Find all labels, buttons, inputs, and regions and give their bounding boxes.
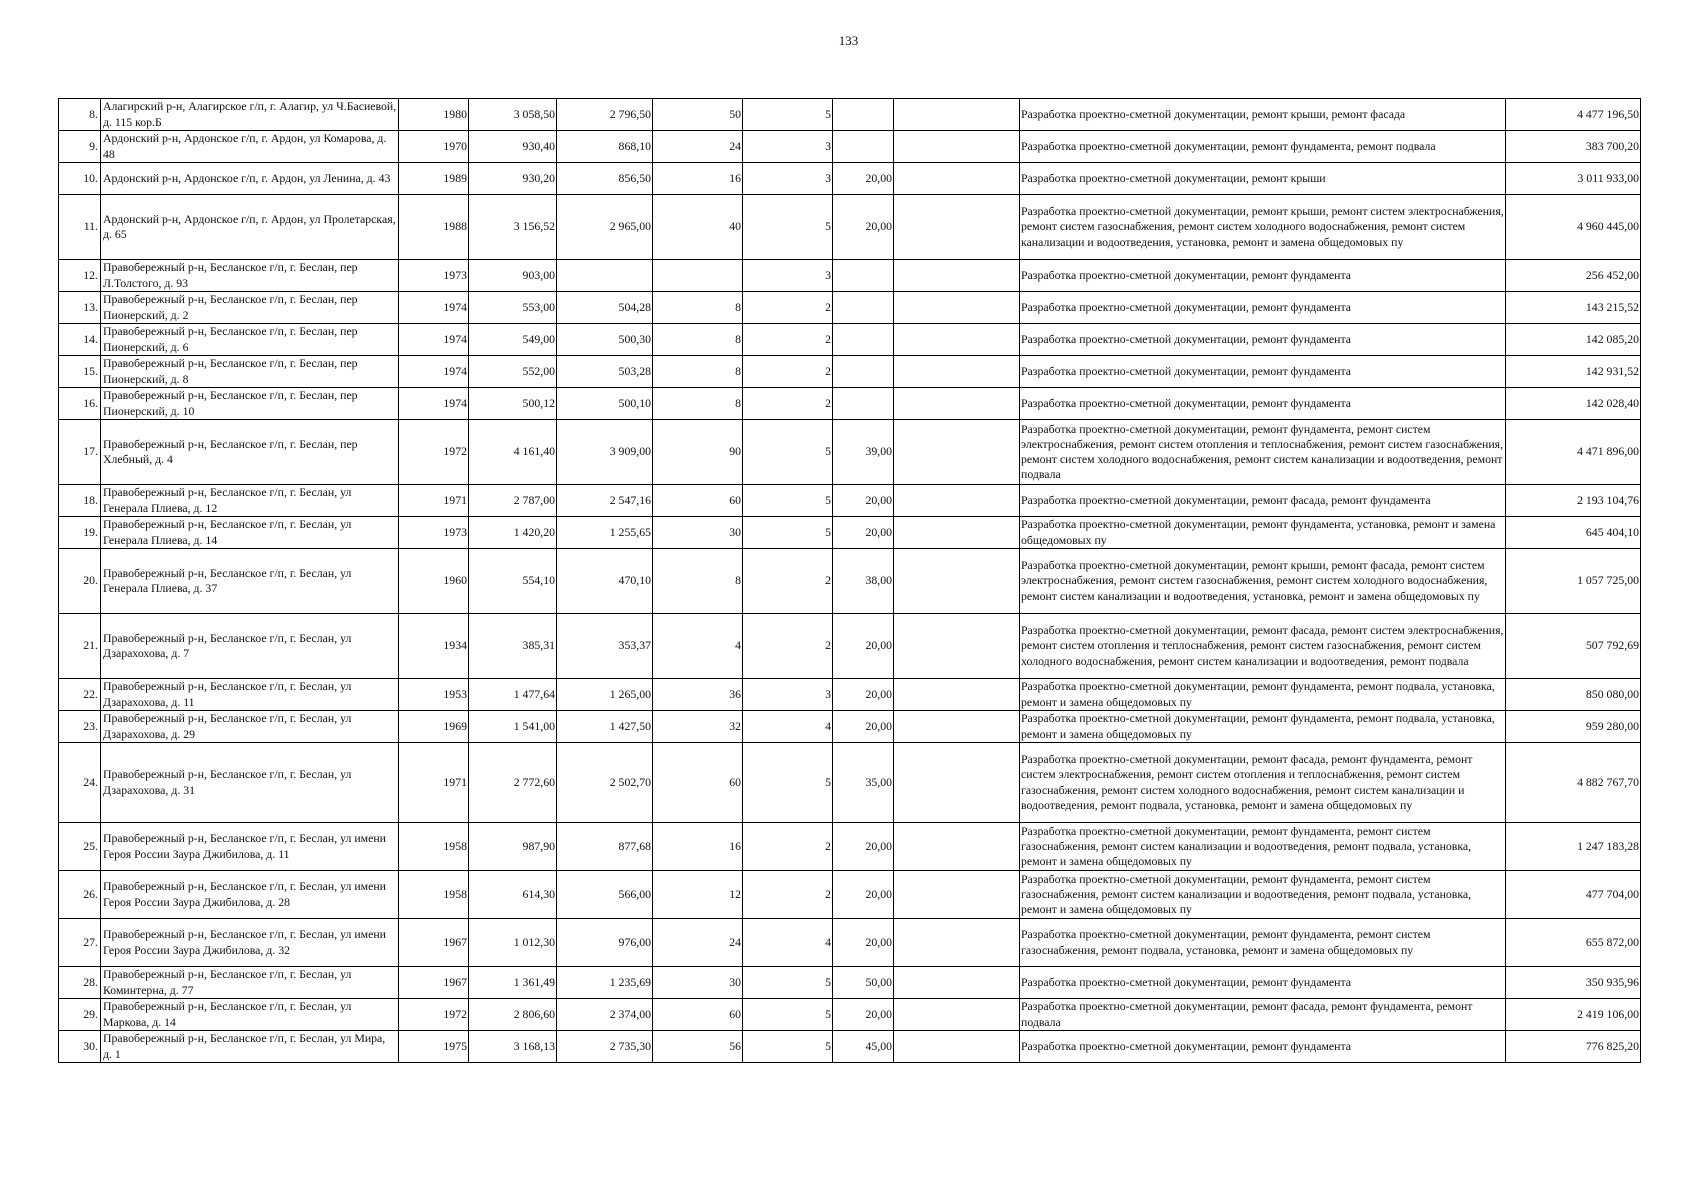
residents-cell: 60 <box>653 485 743 517</box>
year-cell: 1974 <box>399 356 469 388</box>
living-area-cell: 2 502,70 <box>557 743 653 823</box>
residents-cell: 36 <box>653 679 743 711</box>
address-cell: Правобережный р-н, Бесланское г/п, г. Беслан, ул Генерала Плиева, д. 37 <box>101 549 399 614</box>
wear-cell <box>833 356 894 388</box>
living-area-cell: 2 547,16 <box>557 485 653 517</box>
works-cell: Разработка проектно-сметной документации, ремонт крыши, ремонт систем электроснабжения, ремонт систем газоснабжения, ремонт систем холодного водоснабжения, ремонт систем канализации и водоотведения, установка, ремонт и замена общедомовых пу <box>1020 195 1506 260</box>
address-cell: Правобережный р-н, Бесланское г/п, г. Беслан, ул Генерала Плиева, д. 14 <box>101 517 399 549</box>
total-area-cell: 3 058,50 <box>469 99 557 131</box>
empty-cell <box>894 614 1020 679</box>
cost-cell: 350 935,96 <box>1506 967 1641 999</box>
residents-cell: 24 <box>653 131 743 163</box>
table-row <box>59 324 1641 356</box>
cost-cell: 507 792,69 <box>1506 614 1641 679</box>
row-number: 12. <box>59 260 101 292</box>
cost-cell: 1 057 725,00 <box>1506 549 1641 614</box>
total-area-cell: 554,10 <box>469 549 557 614</box>
address-cell: Правобережный р-н, Бесланское г/п, г. Беслан, ул имени Героя России Заура Джибилова, д. 28 <box>101 871 399 919</box>
living-area-cell: 503,28 <box>557 356 653 388</box>
empty-cell <box>894 131 1020 163</box>
floors-cell: 5 <box>743 1031 833 1063</box>
living-area-cell: 1 255,65 <box>557 517 653 549</box>
empty-cell <box>894 420 1020 485</box>
cost-cell: 850 080,00 <box>1506 679 1641 711</box>
empty-cell <box>894 823 1020 871</box>
empty-cell <box>894 679 1020 711</box>
row-number: 16. <box>59 388 101 420</box>
table-row <box>59 420 1641 485</box>
address-cell: Правобережный р-н, Бесланское г/п, г. Беслан, ул Дзарахохова, д. 7 <box>101 614 399 679</box>
year-cell: 1972 <box>399 420 469 485</box>
empty-cell <box>894 711 1020 743</box>
wear-cell <box>833 388 894 420</box>
table-row <box>59 614 1641 679</box>
living-area-cell: 353,37 <box>557 614 653 679</box>
living-area-cell: 500,30 <box>557 324 653 356</box>
cost-cell: 3 011 933,00 <box>1506 163 1641 195</box>
wear-cell: 20,00 <box>833 163 894 195</box>
residents-cell: 12 <box>653 871 743 919</box>
wear-cell: 20,00 <box>833 871 894 919</box>
row-number: 10. <box>59 163 101 195</box>
floors-cell: 5 <box>743 743 833 823</box>
cost-cell: 142 028,40 <box>1506 388 1641 420</box>
works-cell: Разработка проектно-сметной документации, ремонт фасада, ремонт фундамента, ремонт систем электроснабжения, ремонт систем отопления и теплоснабжения, ремонт систем газоснабжения, ремонт систем холодного водоснабжения, ремонт систем канализации и водоотведения, ремонт подвала, установка, ремонт и замена общедомовых пу <box>1020 743 1506 823</box>
year-cell: 1974 <box>399 324 469 356</box>
table-row <box>59 260 1641 292</box>
table-row <box>59 919 1641 967</box>
cost-cell: 2 419 106,00 <box>1506 999 1641 1031</box>
wear-cell <box>833 260 894 292</box>
living-area-cell: 856,50 <box>557 163 653 195</box>
total-area-cell: 930,40 <box>469 131 557 163</box>
address-cell: Правобережный р-н, Бесланское г/п, г. Беслан, ул Дзарахохова, д. 11 <box>101 679 399 711</box>
row-number: 30. <box>59 1031 101 1063</box>
living-area-cell: 1 427,50 <box>557 711 653 743</box>
works-cell: Разработка проектно-сметной документации, ремонт фасада, ремонт фундамента, ремонт подвала <box>1020 999 1506 1031</box>
table-row <box>59 485 1641 517</box>
residents-cell: 16 <box>653 823 743 871</box>
living-area-cell: 1 235,69 <box>557 967 653 999</box>
works-cell: Разработка проектно-сметной документации, ремонт фундамента, ремонт систем газоснабжения, ремонт систем канализации и водоотведения, ремонт подвала, установка, ремонт и замена общедомовых пу <box>1020 871 1506 919</box>
cost-cell: 2 193 104,76 <box>1506 485 1641 517</box>
floors-cell: 2 <box>743 823 833 871</box>
year-cell: 1973 <box>399 517 469 549</box>
empty-cell <box>894 163 1020 195</box>
row-number: 28. <box>59 967 101 999</box>
residents-cell: 24 <box>653 919 743 967</box>
wear-cell: 20,00 <box>833 517 894 549</box>
wear-cell: 20,00 <box>833 485 894 517</box>
table-row <box>59 388 1641 420</box>
living-area-cell: 868,10 <box>557 131 653 163</box>
works-cell: Разработка проектно-сметной документации, ремонт фундамента <box>1020 1031 1506 1063</box>
table-row <box>59 999 1641 1031</box>
living-area-cell: 2 965,00 <box>557 195 653 260</box>
address-cell: Правобережный р-н, Бесланское г/п, г. Беслан, пер Хлебный, д. 4 <box>101 420 399 485</box>
total-area-cell: 4 161,40 <box>469 420 557 485</box>
wear-cell: 50,00 <box>833 967 894 999</box>
works-cell: Разработка проектно-сметной документации, ремонт фундамента <box>1020 967 1506 999</box>
residents-cell: 56 <box>653 1031 743 1063</box>
row-number: 26. <box>59 871 101 919</box>
empty-cell <box>894 743 1020 823</box>
floors-cell: 3 <box>743 163 833 195</box>
residents-cell: 8 <box>653 356 743 388</box>
row-number: 19. <box>59 517 101 549</box>
address-cell: Правобережный р-н, Бесланское г/п, г. Беслан, пер Пионерский, д. 8 <box>101 356 399 388</box>
floors-cell: 2 <box>743 614 833 679</box>
works-cell: Разработка проектно-сметной документации, ремонт фасада, ремонт систем электроснабжения, ремонт систем отопления и теплоснабжения, ремонт систем газоснабжения, ремонт систем холодного водоснабжения, ремонт систем канализации и водоотведения, ремонт подвала <box>1020 614 1506 679</box>
address-cell: Правобережный р-н, Бесланское г/п, г. Беслан, ул Генерала Плиева, д. 12 <box>101 485 399 517</box>
cost-cell: 142 085,20 <box>1506 324 1641 356</box>
table-row <box>59 871 1641 919</box>
cost-cell: 477 704,00 <box>1506 871 1641 919</box>
living-area-cell: 500,10 <box>557 388 653 420</box>
works-cell: Разработка проектно-сметной документации, ремонт фундамента, ремонт подвала, установка, ремонт и замена общедомовых пу <box>1020 679 1506 711</box>
address-cell: Правобережный р-н, Бесланское г/п, г. Беслан, ул Дзарахохова, д. 29 <box>101 711 399 743</box>
total-area-cell: 549,00 <box>469 324 557 356</box>
year-cell: 1989 <box>399 163 469 195</box>
table-row <box>59 517 1641 549</box>
empty-cell <box>894 999 1020 1031</box>
wear-cell: 20,00 <box>833 999 894 1031</box>
cost-cell: 383 700,20 <box>1506 131 1641 163</box>
wear-cell <box>833 99 894 131</box>
floors-cell: 2 <box>743 871 833 919</box>
row-number: 17. <box>59 420 101 485</box>
table-row <box>59 195 1641 260</box>
year-cell: 1969 <box>399 711 469 743</box>
residents-cell: 16 <box>653 163 743 195</box>
row-number: 23. <box>59 711 101 743</box>
wear-cell: 20,00 <box>833 919 894 967</box>
year-cell: 1970 <box>399 131 469 163</box>
floors-cell: 5 <box>743 967 833 999</box>
works-cell: Разработка проектно-сметной документации, ремонт фундамента, ремонт подвала <box>1020 131 1506 163</box>
cost-cell: 4 882 767,70 <box>1506 743 1641 823</box>
address-cell: Правобережный р-н, Бесланское г/п, г. Беслан, пер Л.Толстого, д. 93 <box>101 260 399 292</box>
total-area-cell: 903,00 <box>469 260 557 292</box>
living-area-cell: 2 374,00 <box>557 999 653 1031</box>
cost-cell: 4 477 196,50 <box>1506 99 1641 131</box>
residents-cell: 50 <box>653 99 743 131</box>
table-body <box>59 99 1641 1063</box>
row-number: 25. <box>59 823 101 871</box>
row-number: 8. <box>59 99 101 131</box>
living-area-cell: 504,28 <box>557 292 653 324</box>
year-cell: 1953 <box>399 679 469 711</box>
total-area-cell: 500,12 <box>469 388 557 420</box>
row-number: 21. <box>59 614 101 679</box>
address-cell: Правобережный р-н, Бесланское г/п, г. Беслан, ул Мира, д. 1 <box>101 1031 399 1063</box>
floors-cell: 5 <box>743 99 833 131</box>
address-cell: Правобережный р-н, Бесланское г/п, г. Беслан, пер Пионерский, д. 6 <box>101 324 399 356</box>
living-area-cell <box>557 260 653 292</box>
cost-cell: 143 215,52 <box>1506 292 1641 324</box>
address-cell: Правобережный р-н, Бесланское г/п, г. Беслан, пер Пионерский, д. 10 <box>101 388 399 420</box>
empty-cell <box>894 388 1020 420</box>
floors-cell: 2 <box>743 292 833 324</box>
floors-cell: 5 <box>743 517 833 549</box>
floors-cell: 3 <box>743 131 833 163</box>
cost-cell: 645 404,10 <box>1506 517 1641 549</box>
works-cell: Разработка проектно-сметной документации, ремонт фундамента, ремонт подвала, установка, ремонт и замена общедомовых пу <box>1020 711 1506 743</box>
works-cell: Разработка проектно-сметной документации, ремонт фундамента <box>1020 292 1506 324</box>
wear-cell: 39,00 <box>833 420 894 485</box>
residents-cell: 40 <box>653 195 743 260</box>
address-cell: Правобережный р-н, Бесланское г/п, г. Беслан, ул имени Героя России Заура Джибилова, д. 11 <box>101 823 399 871</box>
empty-cell <box>894 549 1020 614</box>
total-area-cell: 1 420,20 <box>469 517 557 549</box>
living-area-cell: 566,00 <box>557 871 653 919</box>
wear-cell: 38,00 <box>833 549 894 614</box>
table-row <box>59 1031 1641 1063</box>
wear-cell <box>833 324 894 356</box>
residents-cell <box>653 260 743 292</box>
floors-cell: 4 <box>743 919 833 967</box>
empty-cell <box>894 356 1020 388</box>
residents-cell: 60 <box>653 743 743 823</box>
wear-cell <box>833 292 894 324</box>
works-cell: Разработка проектно-сметной документации, ремонт фундамента <box>1020 324 1506 356</box>
table-row <box>59 743 1641 823</box>
wear-cell: 20,00 <box>833 614 894 679</box>
address-cell: Алагирский р-н, Алагирское г/п, г. Алагир, ул Ч.Басиевой, д. 115 кор.Б <box>101 99 399 131</box>
empty-cell <box>894 324 1020 356</box>
floors-cell: 4 <box>743 711 833 743</box>
wear-cell: 35,00 <box>833 743 894 823</box>
row-number: 9. <box>59 131 101 163</box>
year-cell: 1972 <box>399 999 469 1031</box>
total-area-cell: 553,00 <box>469 292 557 324</box>
floors-cell: 5 <box>743 195 833 260</box>
year-cell: 1971 <box>399 743 469 823</box>
residents-cell: 8 <box>653 292 743 324</box>
empty-cell <box>894 195 1020 260</box>
residents-cell: 60 <box>653 999 743 1031</box>
residents-cell: 8 <box>653 324 743 356</box>
residents-cell: 8 <box>653 388 743 420</box>
total-area-cell: 3 168,13 <box>469 1031 557 1063</box>
living-area-cell: 1 265,00 <box>557 679 653 711</box>
row-number: 24. <box>59 743 101 823</box>
total-area-cell: 552,00 <box>469 356 557 388</box>
row-number: 13. <box>59 292 101 324</box>
year-cell: 1934 <box>399 614 469 679</box>
total-area-cell: 2 806,60 <box>469 999 557 1031</box>
works-cell: Разработка проектно-сметной документации, ремонт крыши, ремонт фасада, ремонт систем электроснабжения, ремонт систем газоснабжения, ремонт систем холодного водоснабжения, ремонт систем канализации и водоотведения, установка, ремонт и замена общедомовых пу <box>1020 549 1506 614</box>
residents-cell: 8 <box>653 549 743 614</box>
wear-cell: 20,00 <box>833 679 894 711</box>
living-area-cell: 877,68 <box>557 823 653 871</box>
residents-cell: 30 <box>653 517 743 549</box>
floors-cell: 2 <box>743 549 833 614</box>
floors-cell: 5 <box>743 999 833 1031</box>
address-cell: Ардонский р-н, Ардонское г/п, г. Ардон, ул Ленина, д. 43 <box>101 163 399 195</box>
cost-cell: 655 872,00 <box>1506 919 1641 967</box>
table-row <box>59 679 1641 711</box>
total-area-cell: 930,20 <box>469 163 557 195</box>
works-cell: Разработка проектно-сметной документации, ремонт фундамента, установка, ремонт и замена общедомовых пу <box>1020 517 1506 549</box>
works-cell: Разработка проектно-сметной документации, ремонт фундамента, ремонт систем газоснабжения, ремонт систем канализации и водоотведения, ремонт подвала, установка, ремонт и замена общедомовых пу <box>1020 823 1506 871</box>
empty-cell <box>894 99 1020 131</box>
year-cell: 1971 <box>399 485 469 517</box>
table-row <box>59 99 1641 131</box>
total-area-cell: 385,31 <box>469 614 557 679</box>
table-row <box>59 711 1641 743</box>
wear-cell: 20,00 <box>833 195 894 260</box>
year-cell: 1973 <box>399 260 469 292</box>
total-area-cell: 2 772,60 <box>469 743 557 823</box>
row-number: 15. <box>59 356 101 388</box>
floors-cell: 5 <box>743 420 833 485</box>
works-cell: Разработка проектно-сметной документации, ремонт фундамента, ремонт систем газоснабжения, ремонт подвала, установка, ремонт и замена общедомовых пу <box>1020 919 1506 967</box>
living-area-cell: 2 735,30 <box>557 1031 653 1063</box>
row-number: 29. <box>59 999 101 1031</box>
year-cell: 1958 <box>399 823 469 871</box>
row-number: 20. <box>59 549 101 614</box>
cost-cell: 959 280,00 <box>1506 711 1641 743</box>
residents-cell: 90 <box>653 420 743 485</box>
floors-cell: 2 <box>743 356 833 388</box>
cost-cell: 256 452,00 <box>1506 260 1641 292</box>
row-number: 18. <box>59 485 101 517</box>
total-area-cell: 1 012,30 <box>469 919 557 967</box>
year-cell: 1974 <box>399 388 469 420</box>
table-row <box>59 823 1641 871</box>
living-area-cell: 3 909,00 <box>557 420 653 485</box>
floors-cell: 2 <box>743 324 833 356</box>
buildings-table <box>58 98 1641 1063</box>
works-cell: Разработка проектно-сметной документации, ремонт крыши <box>1020 163 1506 195</box>
table-row <box>59 967 1641 999</box>
total-area-cell: 1 541,00 <box>469 711 557 743</box>
page-number: 133 <box>838 33 859 48</box>
empty-cell <box>894 967 1020 999</box>
cost-cell: 142 931,52 <box>1506 356 1641 388</box>
wear-cell <box>833 131 894 163</box>
total-area-cell: 2 787,00 <box>469 485 557 517</box>
row-number: 11. <box>59 195 101 260</box>
works-cell: Разработка проектно-сметной документации, ремонт фундамента, ремонт систем электроснабжения, ремонт систем отопления и теплоснабжения, ремонт систем газоснабжения, ремонт систем холодного водоснабжения, ремонт систем канализации и водоотведения, ремонт подвала <box>1020 420 1506 485</box>
table-row <box>59 163 1641 195</box>
empty-cell <box>894 517 1020 549</box>
works-cell: Разработка проектно-сметной документации, ремонт фундамента <box>1020 388 1506 420</box>
empty-cell <box>894 1031 1020 1063</box>
floors-cell: 3 <box>743 260 833 292</box>
works-cell: Разработка проектно-сметной документации, ремонт фасада, ремонт фундамента <box>1020 485 1506 517</box>
row-number: 14. <box>59 324 101 356</box>
cost-cell: 776 825,20 <box>1506 1031 1641 1063</box>
row-number: 22. <box>59 679 101 711</box>
table-row <box>59 292 1641 324</box>
wear-cell: 20,00 <box>833 823 894 871</box>
year-cell: 1967 <box>399 919 469 967</box>
total-area-cell: 987,90 <box>469 823 557 871</box>
address-cell: Правобережный р-н, Бесланское г/п, г. Беслан, пер Пионерский, д. 2 <box>101 292 399 324</box>
year-cell: 1988 <box>399 195 469 260</box>
year-cell: 1980 <box>399 99 469 131</box>
address-cell: Правобережный р-н, Бесланское г/п, г. Беслан, ул Коминтерна, д. 77 <box>101 967 399 999</box>
residents-cell: 30 <box>653 967 743 999</box>
cost-cell: 4 471 896,00 <box>1506 420 1641 485</box>
year-cell: 1958 <box>399 871 469 919</box>
floors-cell: 5 <box>743 485 833 517</box>
cost-cell: 1 247 183,28 <box>1506 823 1641 871</box>
residents-cell: 32 <box>653 711 743 743</box>
total-area-cell: 3 156,52 <box>469 195 557 260</box>
table-row <box>59 549 1641 614</box>
works-cell: Разработка проектно-сметной документации, ремонт крыши, ремонт фасада <box>1020 99 1506 131</box>
total-area-cell: 1 361,49 <box>469 967 557 999</box>
total-area-cell: 1 477,64 <box>469 679 557 711</box>
empty-cell <box>894 260 1020 292</box>
address-cell: Ардонский р-н, Ардонское г/п, г. Ардон, ул Комарова, д. 48 <box>101 131 399 163</box>
empty-cell <box>894 292 1020 324</box>
wear-cell: 45,00 <box>833 1031 894 1063</box>
wear-cell: 20,00 <box>833 711 894 743</box>
table-row <box>59 356 1641 388</box>
year-cell: 1960 <box>399 549 469 614</box>
empty-cell <box>894 919 1020 967</box>
floors-cell: 2 <box>743 388 833 420</box>
living-area-cell: 976,00 <box>557 919 653 967</box>
empty-cell <box>894 871 1020 919</box>
year-cell: 1974 <box>399 292 469 324</box>
table-row <box>59 131 1641 163</box>
address-cell: Правобережный р-н, Бесланское г/п, г. Беслан, ул Дзарахохова, д. 31 <box>101 743 399 823</box>
living-area-cell: 470,10 <box>557 549 653 614</box>
works-cell: Разработка проектно-сметной документации, ремонт фундамента <box>1020 260 1506 292</box>
living-area-cell: 2 796,50 <box>557 99 653 131</box>
total-area-cell: 614,30 <box>469 871 557 919</box>
row-number: 27. <box>59 919 101 967</box>
year-cell: 1967 <box>399 967 469 999</box>
address-cell: Правобережный р-н, Бесланское г/п, г. Беслан, ул имени Героя России Заура Джибилова, д. 32 <box>101 919 399 967</box>
works-cell: Разработка проектно-сметной документации, ремонт фундамента <box>1020 356 1506 388</box>
address-cell: Правобережный р-н, Бесланское г/п, г. Беслан, ул Маркова, д. 14 <box>101 999 399 1031</box>
floors-cell: 3 <box>743 679 833 711</box>
empty-cell <box>894 485 1020 517</box>
address-cell: Ардонский р-н, Ардонское г/п, г. Ардон, ул Пролетарская, д. 65 <box>101 195 399 260</box>
residents-cell: 4 <box>653 614 743 679</box>
year-cell: 1975 <box>399 1031 469 1063</box>
cost-cell: 4 960 445,00 <box>1506 195 1641 260</box>
